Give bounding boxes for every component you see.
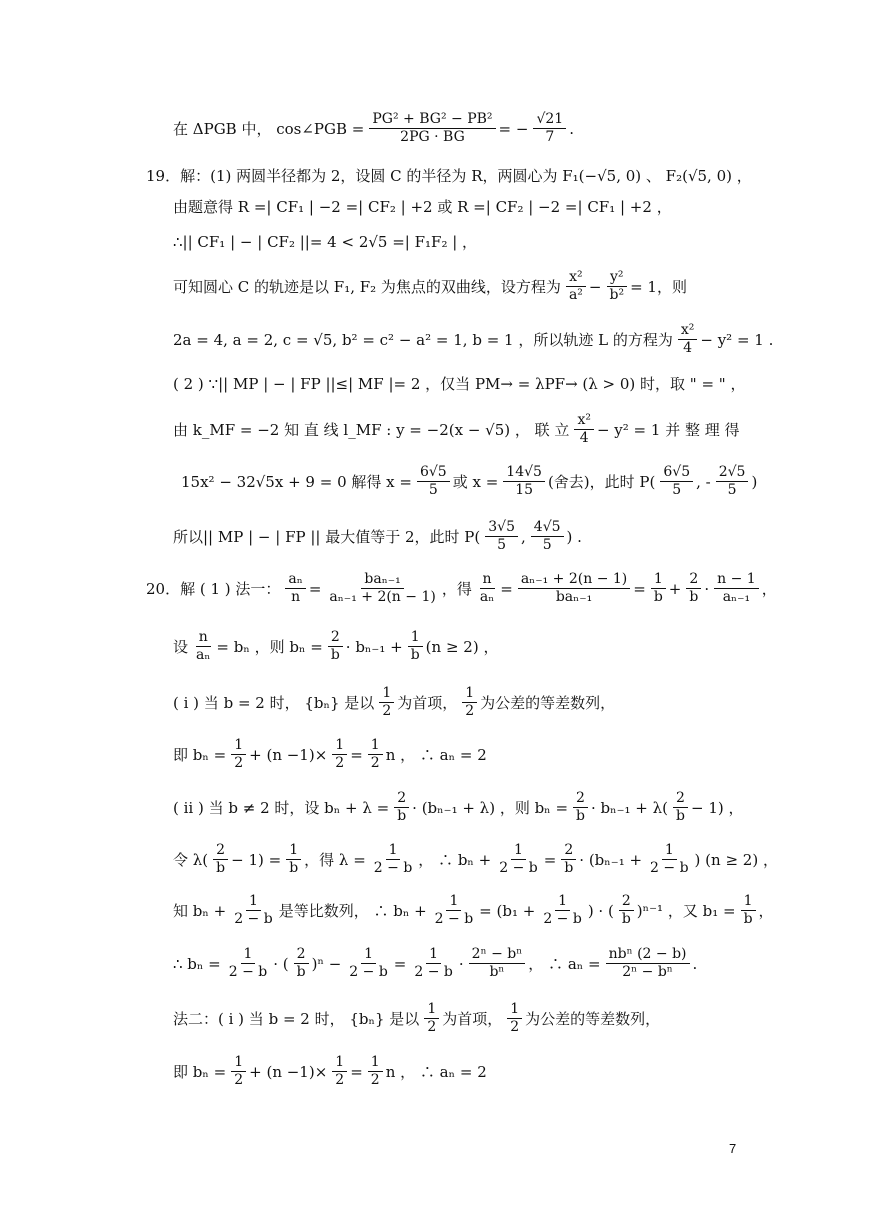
text-run: ， ∴ bₙ + [418,850,492,869]
text-run: , [521,527,526,546]
text-run: 为首项， [397,693,458,712]
fraction-numerator: 2 [294,947,309,964]
line-q20-method1 [146,572,779,606]
fraction [328,630,343,664]
text-run: = bₙ ，则 bₙ = [216,637,323,656]
fraction [394,791,409,825]
line-q20-case2 [173,791,746,825]
fraction [424,1002,439,1036]
text-run: ( 2 ) ∵|| MP | − | FP ||≤| MF |= 2 ，仅当 PM→ = λPF→ (λ > 0) 时，取 " = " ， [173,375,746,393]
fraction-denominator: 5 [672,482,682,499]
text-run: 19．解：(1) 两圆半径都为 2，设圆 C 的半径为 R，两圆心为 F₁(−√5, 0) 、 F₂(√5, 0) ， [146,167,752,185]
fraction-numerator: 6√5 [417,465,450,482]
fraction-numerator: 1 [424,1002,439,1019]
text-run: 由 k_MF = −2 知 直 线 l_MF : y = −2(x − √5) ， 联 立 [173,420,570,439]
text-run: 20．解 ( 1 ) 法一： [146,579,281,598]
fraction-numerator: 2 [673,791,688,808]
fraction [716,465,749,499]
text-run: . [569,119,574,138]
fraction-denominator: b [397,808,407,825]
fraction-numerator: 1 [332,1055,347,1072]
fraction-numerator: 1 [741,894,756,911]
fraction-numerator: 1 [511,843,526,860]
text-run: n ， ∴ aₙ = 2 [385,745,487,764]
text-run: = [350,1062,363,1081]
fraction [531,520,564,554]
fraction-denominator: 2 − b [434,911,474,928]
fraction [647,843,692,877]
text-run: ， [761,579,777,598]
text-run: (n ≥ 2) ， [425,637,499,656]
fraction [533,112,566,146]
fraction [332,1055,347,1089]
fraction-denominator: 2 [382,703,392,720]
fraction-numerator: aₙ [285,572,305,589]
fraction [574,413,594,447]
text-run: ，得 [441,579,472,598]
fraction-numerator: 1 [462,686,477,703]
fraction-numerator: 1 [386,843,401,860]
line-q20-let-bn [173,630,500,664]
fraction [408,630,423,664]
fraction-numerator: 2 [561,843,576,860]
fraction-numerator: x² [678,323,698,340]
fraction [286,843,301,877]
text-run: n ， ∴ aₙ = 2 [385,1062,487,1081]
fraction-denominator: b [410,647,420,664]
fraction [326,572,438,606]
fraction-numerator: 1 [507,1002,522,1019]
text-run: = 1，则 [630,277,687,296]
text-run: . [692,954,698,973]
text-run: = [543,850,557,869]
text-run: 2a = 4, a = 2, c = √5, b² = c² − a² = 1, b = 1 ，所以轨迹 L 的方程为 [173,330,673,349]
fraction-denominator: b [330,647,340,664]
fraction-denominator: b [289,860,299,877]
text-run: − 1) ， [690,798,744,817]
fraction-denominator: 2ⁿ − bⁿ [622,964,673,981]
fraction-denominator: 2 − b [228,964,268,981]
fraction-numerator: 6√5 [660,465,693,482]
text-run: = [500,579,513,598]
fraction-numerator: 1 [426,947,441,964]
fraction [411,947,456,981]
fraction [485,520,518,554]
fraction-numerator: 2 [328,630,343,647]
fraction-numerator: aₙ₋₁ + 2(n − 1) [518,572,630,589]
text-run: 为公差的等差数列， [480,693,616,712]
text-run: · bₙ₋₁ + λ( [590,798,669,817]
fraction [462,686,477,720]
fraction-denominator: b [621,911,631,928]
fraction-numerator: 2 [686,572,701,589]
fraction-numerator: 1 [368,1055,383,1072]
text-run: 设 [173,637,189,656]
fraction-denominator: 2 − b [650,860,689,877]
fraction-numerator: PG² + BG² − PB² [369,112,495,129]
text-run: · ( [273,954,289,973]
text-run: · [704,579,710,598]
fraction [346,947,391,981]
line-pgb-cosine [173,112,576,146]
fraction-denominator: 2 [427,1019,437,1036]
line-q19-line-mf [173,413,742,447]
fraction-numerator: 1 [361,947,376,964]
fraction-denominator: aₙ [479,589,495,606]
text-run: ) [751,472,758,491]
fraction-denominator: 2 [370,755,380,772]
fraction-denominator: 2 − b [373,860,413,877]
fraction-denominator: b [689,589,699,606]
fraction-denominator: b [676,808,685,825]
text-run: · (bₙ₋₁ + λ) ，则 bₙ = [412,798,569,817]
text-run: ，得 λ = [304,850,366,869]
text-run: 或 x = [452,472,499,491]
fraction-numerator: 2 [213,843,228,860]
fraction-numerator: n [480,572,495,589]
line-q19-inequality [173,234,479,251]
text-run: 可知圆心 C 的轨迹是以 F₁, F₂ 为焦点的双曲线，设方程为 [173,277,561,296]
fraction-numerator: √21 [533,112,566,129]
fraction [686,572,701,606]
line-q19-solve [181,465,759,499]
fraction-denominator: 2 − b [499,860,538,877]
fraction [573,791,588,825]
fraction-denominator: 2 [335,1072,345,1089]
text-run: = − [498,119,529,138]
fraction-denominator: 2 [335,755,345,772]
fraction [518,572,630,606]
fraction [213,843,228,877]
text-run: ( ⅰ ) 当 b = 2 时， {bₙ} 是以 [173,693,375,712]
fraction [231,1055,246,1089]
text-run: )ⁿ − [311,954,342,973]
fraction-numerator: 1 [286,843,301,860]
line-q20-case1-result [173,738,489,772]
fraction-denominator: 4 [579,430,589,447]
fraction [369,112,495,146]
line-q20-bn-result [173,947,699,981]
text-run: ∴|| CF₁ | − | CF₂ ||= 4 < 2√5 =| F₁F₂ | ， [173,233,478,251]
fraction-numerator: 1 [555,894,570,911]
fraction-denominator: aₙ₋₁ + 2(n − 1) [329,589,436,606]
fraction [741,894,756,928]
fraction [379,686,394,720]
text-run: − y² = 1 并 整 理 得 [596,420,740,439]
fraction [566,270,586,304]
text-run: 法二：( ⅰ ) 当 b = 2 时， {bₙ} 是以 [173,1009,420,1028]
text-run: 即 bₙ = [173,1062,227,1081]
text-run: 即 bₙ = [173,745,227,764]
fraction-denominator: 2 − b [234,911,273,928]
text-run: 在 ΔPGB 中， cos∠PGB = [173,119,365,138]
fraction-numerator: 2 [619,894,634,911]
fraction-numerator: 1 [231,1055,246,1072]
fraction-denominator: 2PG · BG [400,129,465,146]
text-run: 所以|| MP | − | FP || 最大值等于 2，此时 P( [173,527,481,546]
fraction [503,465,545,499]
text-run: 为公差的等差数列， [525,1009,661,1028]
fraction-numerator: 1 [379,686,394,703]
fraction-denominator: 2 [234,1072,244,1089]
text-run: ， ∴ aₙ = [528,954,601,973]
line-q20-case1 [173,686,617,720]
text-run: )ⁿ⁻¹ ，又 b₁ = [636,901,736,920]
fraction-numerator: 1 [231,738,246,755]
text-run: 为首项， [442,1009,503,1028]
text-run: − [588,277,602,296]
fraction-numerator: n [196,630,211,647]
fraction-denominator: b [216,860,226,877]
page-number: 7 [729,1141,737,1156]
fraction [651,572,666,606]
fraction-numerator: 2 [573,791,588,808]
line-q20-method2-result [173,1055,489,1089]
fraction-denominator: baₙ₋₁ [555,589,593,606]
line-q20-lambda [173,843,780,877]
fraction [294,947,309,981]
text-run: = (b₁ + [479,901,536,920]
fraction-denominator: aₙ [196,647,211,664]
fraction-denominator: b [653,589,663,606]
fraction-numerator: 2ⁿ − bⁿ [469,947,526,964]
fraction [660,465,693,499]
fraction-numerator: 2√5 [716,465,749,482]
fraction-numerator: 1 [446,894,461,911]
fraction-denominator: 5 [542,537,552,554]
fraction-denominator: aₙ₋₁ [722,589,751,606]
line-q19-equation [173,323,775,357]
text-run: = [350,745,363,764]
fraction-denominator: 2 [510,1019,520,1036]
fraction-numerator: 1 [246,894,261,911]
fraction-denominator: 5 [727,482,737,499]
fraction [606,947,690,981]
fraction-denominator: 2 − b [349,964,388,981]
fraction-denominator: 5 [497,537,507,554]
fraction [469,947,526,981]
fraction [417,465,450,499]
fraction-numerator: x² [566,270,586,287]
fraction-denominator: 4 [683,340,693,357]
text-run: ) · ( [587,901,614,920]
text-run: , - [696,472,711,491]
fraction-denominator: bⁿ [489,964,505,981]
text-run: 是等比数列， ∴ bₙ + [278,901,427,920]
text-run: 令 λ( [173,850,209,869]
fraction [606,270,627,304]
line-q20-geometric [173,894,776,928]
fraction [432,894,477,928]
text-run: = [633,579,646,598]
text-run: ) (n ≥ 2) ， [694,850,778,869]
line-q20-method2 [173,1002,662,1036]
line-q19-conclusion [173,520,584,554]
fraction-denominator: b [564,860,574,877]
text-run: + (n −1)× [249,745,328,764]
fraction [368,1055,383,1089]
line-q19-hyperbola [173,270,689,304]
text-run: · [458,954,464,973]
fraction [193,630,213,664]
fraction-numerator: 14√5 [503,465,545,482]
line-q19-intro [146,168,754,185]
text-run: ) . [566,527,582,546]
fraction [714,572,759,606]
fraction-numerator: 1 [241,947,256,964]
fraction [226,947,271,981]
fraction-numerator: n − 1 [714,572,759,589]
text-run: ( ⅱ ) 当 b ≠ 2 时，设 bₙ + λ = [173,798,390,817]
fraction-numerator: 1 [662,843,677,860]
fraction [673,791,688,825]
fraction-denominator: 2 [370,1072,380,1089]
fraction-numerator: nbⁿ (2 − b) [606,947,690,964]
line-q19-condition [173,199,674,216]
fraction-denominator: n [291,589,301,606]
fraction-denominator: 2 − b [543,911,582,928]
fraction-numerator: x² [574,413,594,430]
text-run: − 1) = [231,850,282,869]
fraction-denominator: b [576,808,585,825]
fraction [678,323,698,357]
fraction [368,738,383,772]
fraction [540,894,585,928]
fraction-numerator: 1 [368,738,383,755]
fraction-numerator: 4√5 [531,520,564,537]
fraction [332,738,347,772]
fraction-numerator: 3√5 [485,520,518,537]
fraction-denominator: 2 [234,755,244,772]
fraction [496,843,541,877]
fraction-numerator: y² [607,270,627,287]
line-q19-part2 [173,376,747,393]
text-run: + [668,579,682,598]
fraction-denominator: b [743,911,753,928]
text-run: 15x² − 32√5x + 9 = 0 解得 x = [181,472,412,491]
text-run: = [308,579,322,598]
fraction-denominator: 5 [428,482,438,499]
fraction [231,894,276,928]
text-run: ∴ bₙ = [173,954,221,973]
fraction [507,1002,522,1036]
fraction-numerator: 1 [408,630,423,647]
fraction [561,843,576,877]
fraction-denominator: 7 [545,129,555,146]
fraction [477,572,497,606]
fraction-denominator: b [296,964,306,981]
text-run: · (bₙ₋₁ + [579,850,643,869]
text-run: ， [758,901,774,920]
fraction-numerator: 1 [332,738,347,755]
fraction-numerator: baₙ₋₁ [361,572,403,589]
fraction-numerator: 2 [394,791,409,808]
text-run: − y² = 1 . [700,330,774,349]
text-run: (舍去)，此时 P( [547,472,656,491]
fraction-denominator: 2 − b [414,964,453,981]
fraction [371,843,416,877]
fraction-denominator: a² [568,287,583,304]
fraction-denominator: 2 [465,703,475,720]
fraction [231,738,246,772]
text-run: 由题意得 R =| CF₁ | −2 =| CF₂ | +2 或 R =| CF₂ | −2 =| CF₁ | +2 ， [173,198,672,216]
text-run: 知 bₙ + [173,901,227,920]
fraction [285,572,305,606]
fraction-denominator: 15 [515,482,534,499]
text-run: · bₙ₋₁ + [345,637,403,656]
fraction [619,894,634,928]
text-run: + (n −1)× [249,1062,328,1081]
fraction-denominator: b² [609,287,625,304]
text-run: = [393,954,407,973]
fraction-numerator: 1 [651,572,666,589]
